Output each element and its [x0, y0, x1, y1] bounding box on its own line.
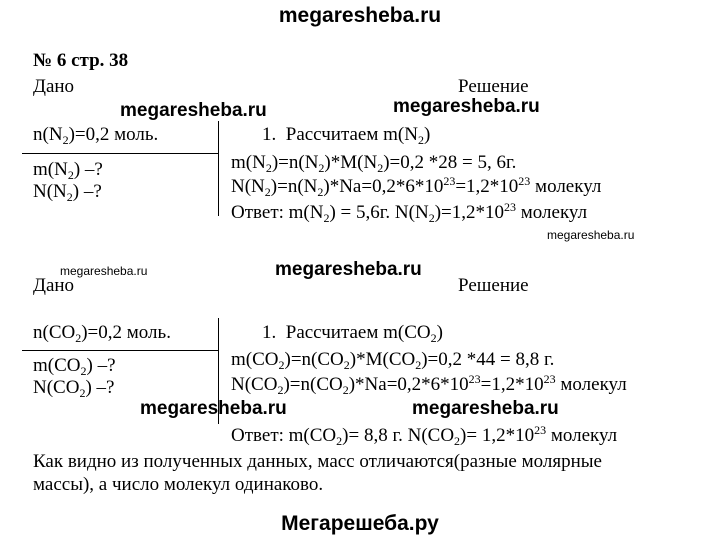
given-label-1: Дано [33, 76, 75, 97]
solution-step-1b: $m(N_2)=n(N_2)*M(N_2)=0,2$ *28 = 5, 6г. [231, 152, 517, 175]
given-value-2: $n(CO_2)=0,2$ моль. [33, 322, 171, 345]
answer-2: Ответ: $m(CO_2)= 8,8$ г. $N(CO_2)= 1,2*10^{23}$ молекул [231, 423, 618, 448]
find-item-2b: $N(CO_2)$ –? [33, 377, 115, 400]
find-item-1a: $m(N_2)$ –? [33, 159, 103, 182]
solution-label-1: Решение [458, 76, 529, 97]
given-value-1: $n(N_2)=0,2$ моль. [33, 124, 159, 147]
conclusion-line-2: массы), а число молекул одинаково. [33, 474, 324, 495]
watermark: megaresheba.ru [393, 96, 540, 117]
problem-title: № 6 стр. 38 [33, 50, 129, 71]
find-item-1b: $N(N_2)$ –? [33, 181, 102, 204]
solution-step-2a: 1. Рассчитаем $m(CO_2)$ [262, 322, 443, 345]
watermark: megaresheba.ru [275, 259, 422, 280]
watermark: megaresheba.ru [140, 398, 287, 419]
given-divider-2 [22, 350, 218, 351]
given-label-2: Дано [33, 275, 75, 296]
site-footer: Мегарешеба.ру [281, 512, 439, 535]
site-header: megaresheba.ru [278, 4, 442, 27]
answer-1: Ответ: $m(N_2) = 5,6г$. $N(N_2)=1,2*10^{23}$ молекул [231, 200, 588, 225]
watermark: megaresheba.ru [412, 398, 559, 419]
given-divider-1 [22, 153, 218, 154]
solution-label-2: Решение [458, 275, 529, 296]
watermark: megaresheba.ru [547, 228, 635, 242]
conclusion-line-1: Как видно из полученных данных, масс отличаются(разные молярные [33, 451, 602, 472]
solution-step-1a: 1. Рассчитаем $m(N_2)$ [262, 124, 431, 147]
watermark: megaresheba.ru [120, 100, 267, 121]
watermark: megaresheba.ru [60, 264, 148, 278]
column-divider-1 [218, 121, 219, 216]
solution-step-2c: $N(CO_2)=n(CO_2)*Na=0,2*6*10^{23}=1,2*10^{23}$ молекул [231, 372, 627, 397]
find-item-2a: $m(CO_2)$ –? [33, 355, 116, 378]
solution-step-1c: $N(N_2)=n(N_2)*Na=0,2*6*10^{23}=1,2*10^{23}$ молекул [231, 174, 602, 199]
solution-step-2b: $m(CO_2)=n(CO_2)*M(CO_2)=0,2$ *44 = 8,8 г. [231, 349, 555, 372]
